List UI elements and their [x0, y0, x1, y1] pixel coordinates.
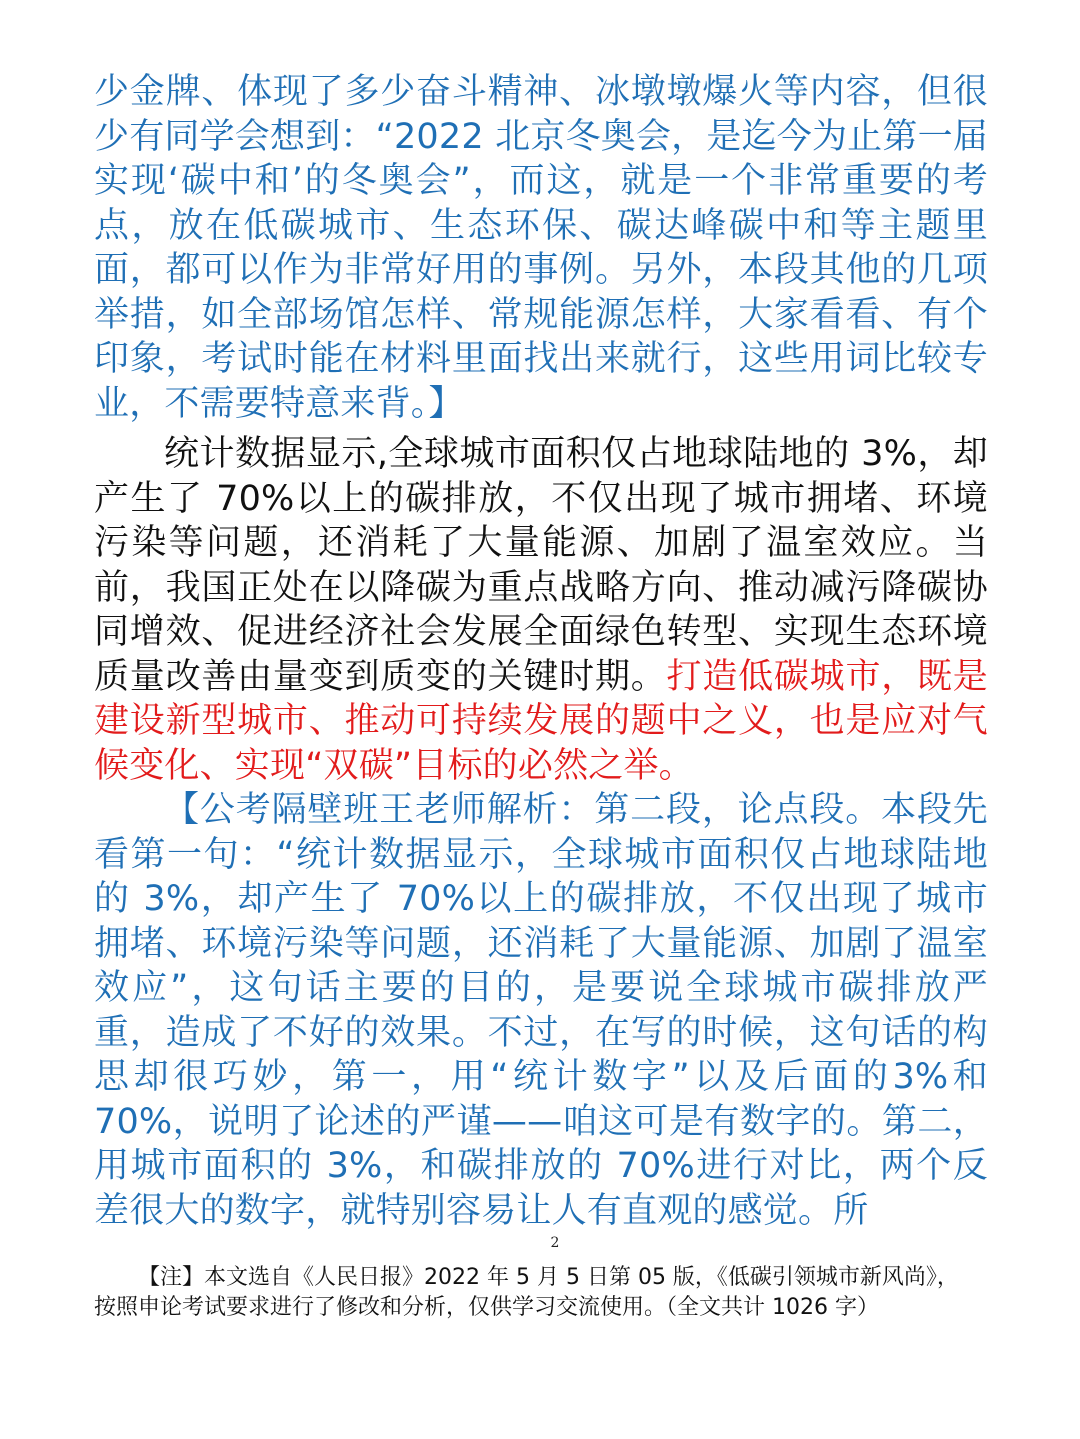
analysis-text: 少金牌、体现了多少奋斗精神、冰墩墩爆火等内容，但很少有同学会想到：“2022 北京冬奥会，是迄今为止第一届实现‘碳中和’的冬奥会”，而这，就是一个非常重要的考点，放在低碳城市、生态环保、碳达峰碳中和等主题里面，都可以作为非常好用的事例。另外，本段其他的几项举措，如全部场馆怎样、常规能源怎样，大家看看、有个印象，考试时能在材料里面找出来就行，这些用词比较专业，不需要特意来背。】: [94, 72, 988, 424]
article-key-sentence: 打造低碳城市，既是建设新型城市、推动可持续发展的题中之义，也是应对气候变化、实现“双碳”目标的必然之举。: [94, 656, 988, 786]
footnote: 【注】本文选自《人民日报》2022 年 5 月 5 日第 05 版，《低碳引领城市新风尚》，按照申论考试要求进行了修改和分析，仅供学习交流使用。（全文共计 1026 字）: [94, 1265, 959, 1320]
page-number: 2: [550, 1235, 560, 1251]
analysis-paragraph: [94, 788, 988, 1233]
article-paragraph: [94, 432, 988, 788]
analysis-text: 【公考隔壁班王老师解析：第二段，论点段。本段先看第一句：“统计数据显示，全球城市面积仅占地球陆地的 3%，却产生了 70%以上的碳排放，不仅出现了城市拥堵、环境污染等问题，还消耗了大量能源、加剧了温室效应”，这句话主要的目的，是要说全球城市碳排放严重，造成了不好的效果。不过，在写的时候，这句话的构思却很巧妙，第一，用“统计数字”以及后面的3%和 70%，说明了论述的严谨——咱这可是有数字的。第二，用城市面积的 3%，和碳排放的 70%进行对比，两个反差很大的数字，就特别容易让人有直观的感觉。所: [94, 790, 988, 1231]
article-text: 统计数据显示,全球城市面积仅占地球陆地的 3%，却产生了 70%以上的碳排放，不仅出现了城市拥堵、环境污染等问题，还消耗了大量能源、加剧了温室效应。当前，我国正处在以降碳为重点战略方向、推动减污降碳协同增效、促进经济社会发展全面绿色转型、实现生态环境质量改善由量变到质变的关键时期。: [94, 434, 988, 697]
analysis-paragraph-continued: [94, 70, 988, 426]
